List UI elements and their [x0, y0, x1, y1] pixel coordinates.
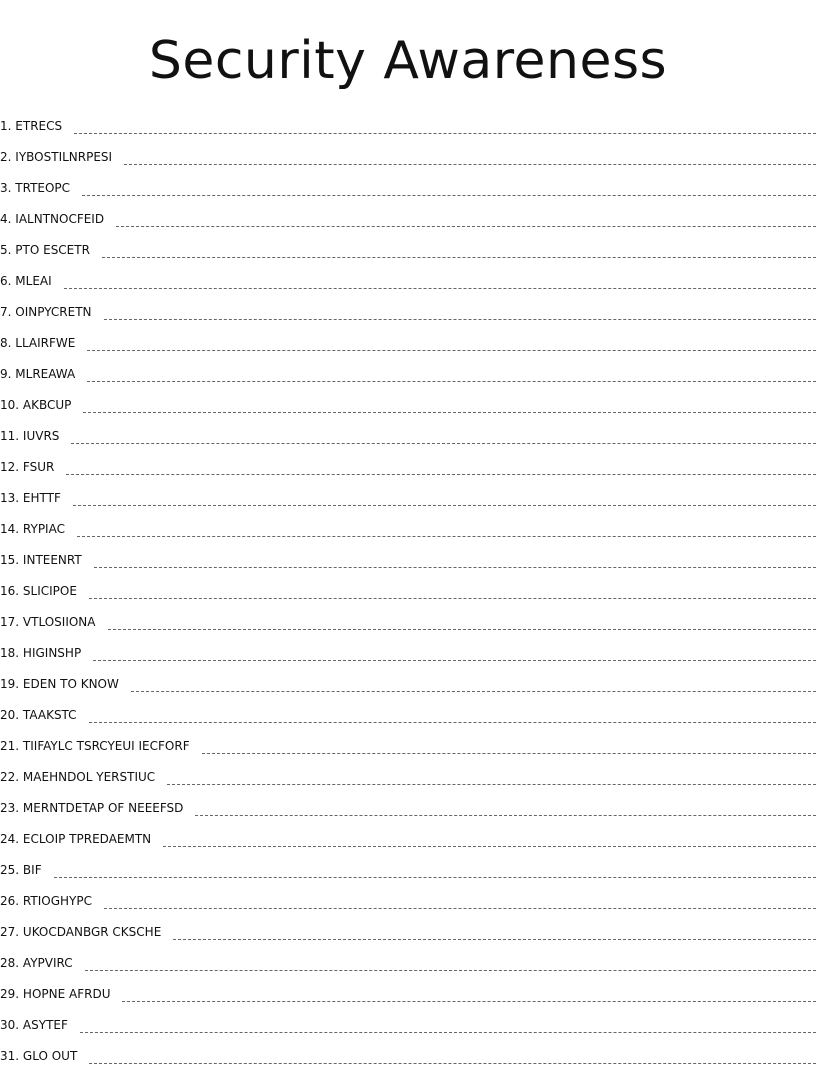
scrambled-word: VTLOSIIONA: [23, 615, 96, 629]
item-label: [0, 460, 54, 474]
item-number: 17.: [0, 615, 19, 629]
item-number: 23.: [0, 801, 19, 815]
item-label: [0, 429, 59, 443]
scrambled-word: TIIFAYLC TSRCYEUI IECFORF: [23, 739, 190, 753]
item-number: 16.: [0, 584, 19, 598]
answer-line[interactable]: [163, 846, 816, 847]
item-label: [0, 832, 151, 846]
scrambled-word: LLAIRFWE: [15, 336, 75, 350]
item-label: [0, 274, 52, 288]
answer-line[interactable]: [73, 505, 816, 506]
item-label: [0, 243, 90, 257]
item-number: 28.: [0, 956, 19, 970]
list-item: [0, 699, 816, 730]
scrambled-word: HIGINSHP: [23, 646, 81, 660]
scrambled-word: EHTTF: [23, 491, 61, 505]
word-scramble-list: [0, 110, 816, 1071]
scrambled-word: AKBCUP: [23, 398, 72, 412]
scrambled-word: ETRECS: [15, 119, 62, 133]
list-item: [0, 451, 816, 482]
answer-line[interactable]: [82, 195, 816, 196]
item-number: 24.: [0, 832, 19, 846]
item-number: 29.: [0, 987, 19, 1001]
item-number: 13.: [0, 491, 19, 505]
scrambled-word: MLEAI: [15, 274, 51, 288]
scrambled-word: IALNTNOCFEID: [15, 212, 104, 226]
list-item: [0, 265, 816, 296]
item-number: 30.: [0, 1018, 19, 1032]
list-item: [0, 544, 816, 575]
item-number: 4.: [0, 212, 11, 226]
item-number: 8.: [0, 336, 11, 350]
answer-line[interactable]: [131, 691, 816, 692]
item-number: 10.: [0, 398, 19, 412]
list-item: [0, 637, 816, 668]
scrambled-word: TRTEOPC: [15, 181, 70, 195]
item-number: 25.: [0, 863, 19, 877]
item-number: 22.: [0, 770, 19, 784]
scrambled-word: IYBOSTILNRPESI: [15, 150, 112, 164]
list-item: [0, 420, 816, 451]
list-item: [0, 110, 816, 141]
item-number: 11.: [0, 429, 19, 443]
answer-line[interactable]: [54, 877, 816, 878]
answer-line[interactable]: [93, 660, 816, 661]
item-label: [0, 894, 92, 908]
list-item: [0, 141, 816, 172]
answer-line[interactable]: [94, 567, 816, 568]
scrambled-word: EDEN TO KNOW: [23, 677, 119, 691]
scrambled-word: INTEENRT: [23, 553, 82, 567]
scrambled-word: GLO OUT: [23, 1049, 77, 1063]
list-item: [0, 172, 816, 203]
scrambled-word: PTO ESCETR: [15, 243, 90, 257]
item-number: 12.: [0, 460, 19, 474]
item-number: 31.: [0, 1049, 19, 1063]
item-label: [0, 150, 112, 164]
answer-line[interactable]: [89, 1063, 816, 1064]
list-item: [0, 885, 816, 916]
list-item: [0, 792, 816, 823]
item-number: 19.: [0, 677, 19, 691]
item-number: 3.: [0, 181, 11, 195]
item-number: 1.: [0, 119, 11, 133]
item-label: [0, 615, 96, 629]
list-item: [0, 327, 816, 358]
list-item: [0, 606, 816, 637]
item-label: [0, 553, 82, 567]
page-title: Security Awareness: [0, 26, 816, 96]
answer-line[interactable]: [87, 381, 816, 382]
answer-line[interactable]: [167, 784, 816, 785]
scrambled-word: RYPIAC: [23, 522, 65, 536]
item-label: [0, 584, 77, 598]
answer-line[interactable]: [116, 226, 816, 227]
item-number: 27.: [0, 925, 19, 939]
item-label: [0, 491, 61, 505]
answer-line[interactable]: [195, 815, 816, 816]
list-item: [0, 916, 816, 947]
item-number: 9.: [0, 367, 11, 381]
list-item: [0, 854, 816, 885]
item-label: [0, 336, 75, 350]
item-label: [0, 739, 190, 753]
scrambled-word: OINPYCRETN: [15, 305, 91, 319]
answer-line[interactable]: [77, 536, 816, 537]
answer-line[interactable]: [124, 164, 816, 165]
item-label: [0, 987, 110, 1001]
list-item: [0, 234, 816, 265]
scrambled-word: SLICIPOE: [23, 584, 77, 598]
answer-line[interactable]: [102, 257, 816, 258]
answer-line[interactable]: [104, 319, 816, 320]
answer-line[interactable]: [85, 970, 816, 971]
list-item: [0, 730, 816, 761]
scrambled-word: ASYTEF: [23, 1018, 68, 1032]
list-item: [0, 203, 816, 234]
item-number: 14.: [0, 522, 19, 536]
answer-line[interactable]: [66, 474, 816, 475]
list-item: [0, 296, 816, 327]
item-label: [0, 367, 75, 381]
item-label: [0, 646, 81, 660]
item-number: 20.: [0, 708, 19, 722]
item-label: [0, 1018, 68, 1032]
answer-line[interactable]: [80, 1032, 816, 1033]
answer-line[interactable]: [173, 939, 816, 940]
scrambled-word: TAAKSTC: [23, 708, 77, 722]
item-label: [0, 305, 92, 319]
scrambled-word: ECLOIP TPREDAEMTN: [23, 832, 151, 846]
item-label: [0, 956, 73, 970]
scrambled-word: UKOCDANBGR CKSCHE: [23, 925, 161, 939]
scrambled-word: MERNTDETAP OF NEEEFSD: [23, 801, 184, 815]
list-item: [0, 389, 816, 420]
scrambled-word: HOPNE AFRDU: [23, 987, 111, 1001]
scrambled-word: FSUR: [23, 460, 54, 474]
item-number: 6.: [0, 274, 11, 288]
list-item: [0, 668, 816, 699]
answer-line[interactable]: [83, 412, 816, 413]
item-number: 2.: [0, 150, 11, 164]
answer-line[interactable]: [202, 753, 816, 754]
answer-line[interactable]: [89, 722, 816, 723]
list-item: [0, 575, 816, 606]
item-number: 5.: [0, 243, 11, 257]
item-number: 26.: [0, 894, 19, 908]
item-label: [0, 212, 104, 226]
list-item: [0, 513, 816, 544]
item-label: [0, 925, 161, 939]
item-number: 18.: [0, 646, 19, 660]
item-label: [0, 801, 183, 815]
scrambled-word: AYPVIRC: [23, 956, 73, 970]
list-item: [0, 761, 816, 792]
item-number: 15.: [0, 553, 19, 567]
answer-line[interactable]: [122, 1001, 816, 1002]
list-item: [0, 947, 816, 978]
scrambled-word: MAEHNDOL YERSTIUC: [23, 770, 155, 784]
answer-line[interactable]: [87, 350, 816, 351]
answer-line[interactable]: [89, 598, 816, 599]
item-label: [0, 119, 62, 133]
item-label: [0, 677, 119, 691]
scrambled-word: BIF: [23, 863, 42, 877]
item-label: [0, 398, 71, 412]
scrambled-word: RTIOGHYPC: [23, 894, 92, 908]
list-item: [0, 358, 816, 389]
list-item: [0, 482, 816, 513]
answer-line[interactable]: [74, 133, 816, 134]
scrambled-word: IUVRS: [23, 429, 60, 443]
item-number: 7.: [0, 305, 11, 319]
answer-line[interactable]: [71, 443, 816, 444]
item-label: [0, 770, 155, 784]
list-item: [0, 1009, 816, 1040]
answer-line[interactable]: [64, 288, 816, 289]
item-label: [0, 708, 77, 722]
list-item: [0, 978, 816, 1009]
answer-line[interactable]: [104, 908, 816, 909]
item-label: [0, 863, 42, 877]
item-label: [0, 181, 70, 195]
item-label: [0, 522, 65, 536]
item-number: 21.: [0, 739, 19, 753]
list-item: [0, 823, 816, 854]
scrambled-word: MLREAWA: [15, 367, 75, 381]
answer-line[interactable]: [108, 629, 816, 630]
